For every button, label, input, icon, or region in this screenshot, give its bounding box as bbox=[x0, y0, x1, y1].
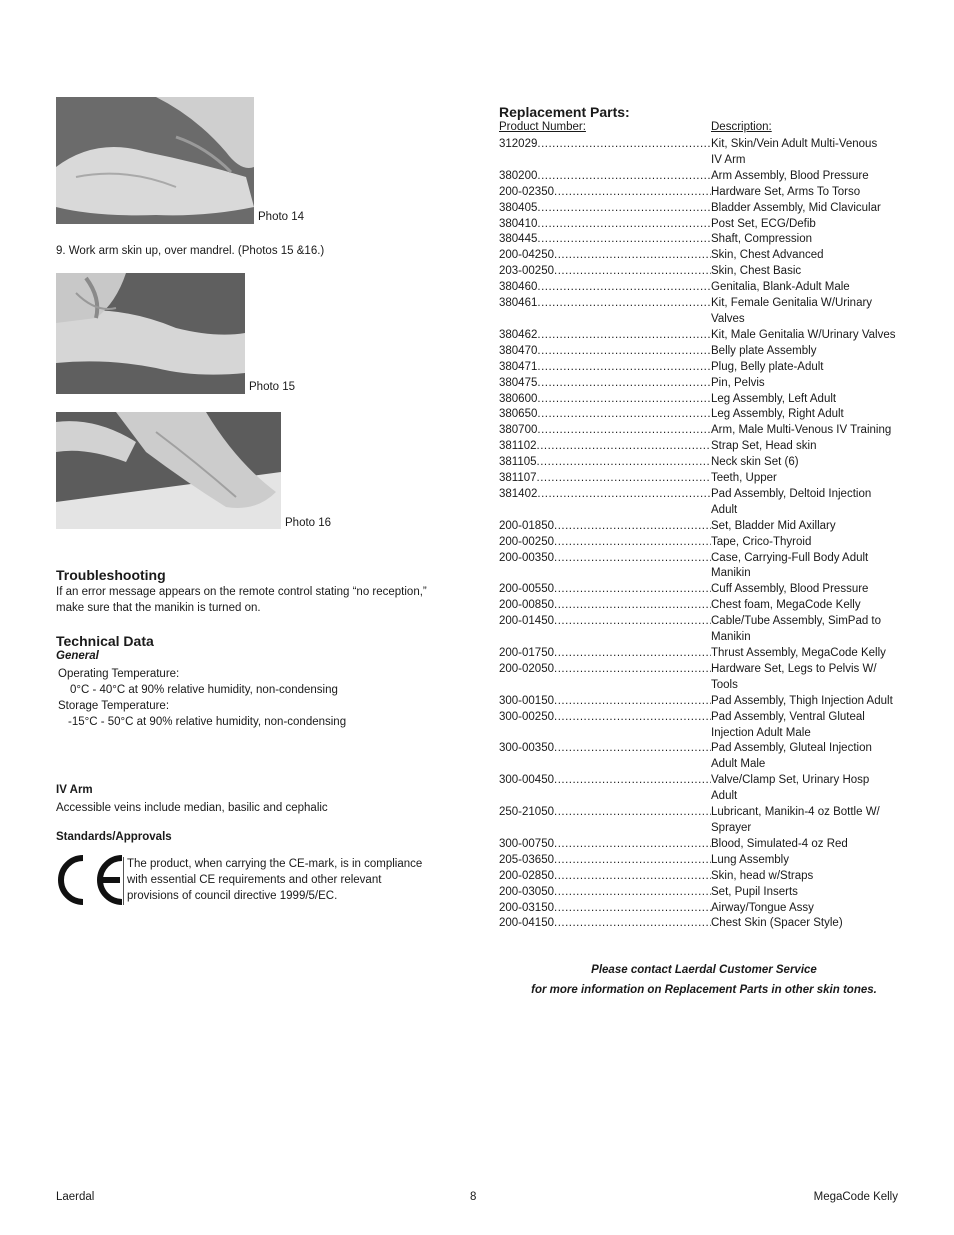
photo-16 bbox=[56, 412, 281, 529]
product-number: 200-00350 bbox=[499, 551, 554, 564]
parts-row bbox=[499, 296, 909, 328]
storage-temperature-label: Storage Temperature: bbox=[58, 700, 170, 712]
product-number-cell bbox=[499, 169, 711, 185]
product-number-cell bbox=[499, 185, 711, 201]
product-number-cell bbox=[499, 837, 711, 853]
parts-row bbox=[499, 519, 909, 535]
leader-dots bbox=[537, 392, 711, 408]
product-number: 300-00150 bbox=[499, 694, 554, 707]
step-9-text: 9. Work arm skin up, over mandrel. (Photos 15 &16.) bbox=[56, 245, 325, 257]
photo-14-caption: Photo 14 bbox=[258, 211, 305, 223]
product-number: 380445 bbox=[499, 233, 538, 246]
operating-temperature-label: Operating Temperature: bbox=[58, 668, 180, 680]
parts-row bbox=[499, 598, 909, 614]
product-number: 380475 bbox=[499, 376, 538, 389]
operating-temperature-value: 0°C - 40°C at 90% relative humidity, non-condensing bbox=[70, 684, 338, 696]
leader-dots bbox=[537, 296, 711, 328]
parts-row bbox=[499, 551, 909, 583]
parts-row bbox=[499, 232, 909, 248]
product-number: 380200 bbox=[499, 169, 538, 182]
product-number: 200-02850 bbox=[499, 869, 554, 882]
part-description: Thrust Assembly, MegaCode Kelly bbox=[711, 647, 886, 659]
parts-row bbox=[499, 901, 909, 917]
part-description: Pin, Pelvis bbox=[711, 376, 765, 389]
product-number: 300-00750 bbox=[499, 837, 554, 850]
leader-dots bbox=[537, 344, 711, 360]
part-description: Chest Skin (Spacer Style) bbox=[711, 917, 843, 930]
parts-row bbox=[499, 439, 909, 455]
product-number-cell bbox=[499, 901, 711, 917]
replacement-parts-heading: Replacement Parts: bbox=[499, 104, 630, 120]
product-number: 380405 bbox=[499, 201, 538, 214]
ce-mark-logo bbox=[56, 854, 126, 906]
product-number: 300-00450 bbox=[499, 774, 554, 787]
parts-row bbox=[499, 535, 909, 551]
parts-row bbox=[499, 376, 909, 392]
leader-dots bbox=[537, 471, 711, 487]
part-description: Skin, Chest Advanced bbox=[711, 249, 824, 262]
product-number-cell bbox=[499, 694, 711, 710]
part-description: Skin, head w/Straps bbox=[711, 869, 814, 882]
leader-dots bbox=[537, 217, 711, 233]
product-number: 200-03050 bbox=[499, 885, 554, 898]
leader-dots bbox=[554, 264, 711, 280]
product-number-cell bbox=[499, 455, 711, 471]
contact-note-line-2: for more information on Replacement Parts in other skin tones. bbox=[531, 984, 877, 996]
part-description: Post Set, ECG/Defib bbox=[711, 217, 816, 230]
leader-dots bbox=[554, 646, 711, 662]
part-description: Hardware Set, Legs to Pelvis W/ Tools bbox=[711, 662, 877, 691]
general-subheading: General bbox=[56, 650, 99, 662]
standards-text: The product, when carrying the CE-mark, is in compliance with essential CE requirements and other relevant provisions of council directive 1999/5/EC. bbox=[127, 858, 423, 902]
parts-row bbox=[499, 455, 909, 471]
leader-dots bbox=[537, 137, 711, 169]
leader-dots bbox=[554, 598, 711, 614]
leader-dots bbox=[554, 773, 711, 805]
product-number-cell bbox=[499, 535, 711, 551]
product-number-cell bbox=[499, 869, 711, 885]
part-description: Belly plate Assembly bbox=[711, 344, 817, 357]
leader-dots bbox=[537, 423, 711, 439]
product-number-cell bbox=[499, 741, 711, 773]
part-description: Leg Assembly, Left Adult bbox=[711, 392, 837, 405]
product-number-cell bbox=[499, 471, 711, 487]
photo-14 bbox=[56, 97, 254, 224]
product-number-cell bbox=[499, 280, 711, 296]
part-description: Kit, Female Genitalia W/Urinary Valves bbox=[711, 297, 873, 325]
part-description: Lung Assembly bbox=[711, 853, 789, 866]
parts-row bbox=[499, 217, 909, 233]
leader-dots bbox=[554, 853, 711, 869]
leader-dots bbox=[554, 869, 711, 885]
parts-row bbox=[499, 885, 909, 901]
photo-15-caption: Photo 15 bbox=[249, 381, 296, 393]
product-number-cell bbox=[499, 423, 711, 439]
standards-heading: Standards/Approvals bbox=[56, 831, 172, 843]
footer-page-number: 8 bbox=[470, 1191, 477, 1203]
product-number-cell bbox=[499, 582, 711, 598]
product-number: 200-04250 bbox=[499, 249, 554, 262]
part-description: Plug, Belly plate-Adult bbox=[711, 360, 824, 373]
product-number-cell bbox=[499, 885, 711, 901]
parts-row bbox=[499, 582, 909, 598]
product-number-cell bbox=[499, 773, 711, 805]
parts-row bbox=[499, 853, 909, 869]
product-number-cell bbox=[499, 916, 711, 932]
leader-dots bbox=[554, 885, 711, 901]
leader-dots bbox=[537, 201, 711, 217]
product-number: 381402 bbox=[499, 487, 538, 500]
product-number: 200-02050 bbox=[499, 662, 554, 675]
product-number: 200-01850 bbox=[499, 519, 554, 532]
parts-row bbox=[499, 407, 909, 423]
product-number: 200-03150 bbox=[499, 901, 554, 914]
description-column-header: Description: bbox=[711, 121, 772, 133]
part-description: Lubricant, Manikin-4 oz Bottle W/ Sprayer bbox=[711, 806, 880, 834]
parts-row bbox=[499, 423, 909, 439]
leader-dots bbox=[554, 901, 711, 917]
leader-dots bbox=[554, 582, 711, 598]
leader-dots bbox=[537, 376, 711, 392]
product-number: 381102 bbox=[499, 440, 537, 453]
parts-row bbox=[499, 392, 909, 408]
product-number-cell bbox=[499, 296, 711, 328]
leader-dots bbox=[537, 169, 711, 185]
part-description: Kit, Skin/Vein Adult Multi-Venous IV Arm bbox=[711, 138, 878, 166]
parts-row bbox=[499, 201, 909, 217]
troubleshooting-text: If an error message appears on the remote control stating “no reception,” make sure that the manikin is turned on. bbox=[56, 586, 427, 614]
part-description: Case, Carrying-Full Body Adult Manikin bbox=[711, 551, 869, 580]
part-description: Arm Assembly, Blood Pressure bbox=[711, 169, 869, 182]
product-number-cell bbox=[499, 805, 711, 837]
product-number: 380600 bbox=[499, 392, 538, 405]
leader-dots bbox=[554, 614, 711, 646]
iv-arm-text: Accessible veins include median, basilic and cephalic bbox=[56, 802, 328, 814]
leader-dots bbox=[537, 487, 711, 519]
part-description: Shaft, Compression bbox=[711, 233, 812, 246]
part-description: Cable/Tube Assembly, SimPad to Manikin bbox=[711, 615, 882, 644]
product-number: 200-00850 bbox=[499, 599, 554, 612]
part-description: Pad Assembly, Deltoid Injection Adult bbox=[711, 487, 872, 516]
leader-dots bbox=[554, 741, 711, 773]
product-number: 380410 bbox=[499, 217, 538, 230]
parts-row bbox=[499, 487, 909, 519]
product-number-cell bbox=[499, 598, 711, 614]
product-number: 300-00250 bbox=[499, 710, 554, 723]
leader-dots bbox=[554, 551, 711, 583]
product-number-cell bbox=[499, 201, 711, 217]
parts-table-header bbox=[499, 121, 909, 137]
leader-dots bbox=[537, 360, 711, 376]
parts-row bbox=[499, 710, 909, 742]
parts-row bbox=[499, 185, 909, 201]
part-description: Pad Assembly, Ventral Gluteal Injection Adult Male bbox=[711, 710, 865, 739]
part-description: Genitalia, Blank-Adult Male bbox=[711, 281, 850, 294]
product-number-cell bbox=[499, 662, 711, 694]
part-description: Skin, Chest Basic bbox=[711, 265, 802, 278]
part-description: Hardware Set, Arms To Torso bbox=[711, 185, 861, 198]
product-number: 200-01450 bbox=[499, 615, 554, 628]
parts-row bbox=[499, 344, 909, 360]
parts-row bbox=[499, 694, 909, 710]
leader-dots bbox=[537, 455, 711, 471]
leader-dots bbox=[554, 837, 711, 853]
product-number-cell bbox=[499, 392, 711, 408]
parts-row bbox=[499, 773, 909, 805]
troubleshooting-heading: Troubleshooting bbox=[56, 567, 166, 583]
leader-dots bbox=[554, 519, 711, 535]
product-number: 380700 bbox=[499, 424, 538, 437]
product-number-column-header: Product Number: bbox=[499, 121, 586, 133]
leader-dots bbox=[554, 805, 711, 837]
part-description: Bladder Assembly, Mid Clavicular bbox=[711, 201, 881, 214]
parts-row bbox=[499, 646, 909, 662]
leader-dots bbox=[537, 328, 711, 344]
technical-data-heading: Technical Data bbox=[56, 633, 154, 649]
parts-row bbox=[499, 741, 909, 773]
product-number-cell bbox=[499, 487, 711, 519]
part-description: Strap Set, Head skin bbox=[711, 440, 817, 453]
product-number: 380461 bbox=[499, 297, 538, 310]
product-number: 200-00550 bbox=[499, 583, 554, 596]
product-number-cell bbox=[499, 519, 711, 535]
parts-row bbox=[499, 471, 909, 487]
leader-dots bbox=[554, 694, 711, 710]
part-description: Leg Assembly, Right Adult bbox=[711, 408, 844, 421]
product-number: 380462 bbox=[499, 328, 538, 341]
storage-temperature-value: -15°C - 50°C at 90% relative humidity, non-condensing bbox=[68, 716, 347, 728]
part-description: Pad Assembly, Gluteal Injection Adult Male bbox=[711, 742, 872, 771]
product-number-cell bbox=[499, 376, 711, 392]
product-number: 380471 bbox=[499, 360, 538, 373]
parts-row bbox=[499, 805, 909, 837]
product-number: 300-00350 bbox=[499, 742, 554, 755]
product-number: 381107 bbox=[499, 472, 537, 485]
product-number: 250-21050 bbox=[499, 806, 554, 819]
leader-dots bbox=[537, 232, 711, 248]
product-number-cell bbox=[499, 344, 711, 360]
leader-dots bbox=[554, 662, 711, 694]
part-description: Set, Pupil Inserts bbox=[711, 885, 798, 898]
parts-row bbox=[499, 662, 909, 694]
parts-row bbox=[499, 328, 909, 344]
part-description: Chest foam, MegaCode Kelly bbox=[711, 599, 861, 612]
footer-product-name: MegaCode Kelly bbox=[813, 1191, 898, 1203]
ce-divider bbox=[123, 857, 124, 905]
contact-note-line-1: Please contact Laerdal Customer Service bbox=[591, 964, 817, 976]
product-number-cell bbox=[499, 551, 711, 583]
part-description: Airway/Tongue Assy bbox=[711, 901, 814, 914]
product-number-cell bbox=[499, 264, 711, 280]
footer-brand: Laerdal bbox=[56, 1191, 95, 1203]
product-number: 205-03650 bbox=[499, 853, 554, 866]
product-number-cell bbox=[499, 137, 711, 169]
parts-row bbox=[499, 137, 909, 169]
part-description: Blood, Simulated-4 oz Red bbox=[711, 837, 848, 850]
leader-dots bbox=[554, 916, 711, 932]
product-number-cell bbox=[499, 360, 711, 376]
leader-dots bbox=[554, 185, 711, 201]
leader-dots bbox=[554, 535, 711, 551]
leader-dots bbox=[554, 710, 711, 742]
part-description: Pad Assembly, Thigh Injection Adult bbox=[711, 694, 893, 707]
product-number-cell bbox=[499, 710, 711, 742]
product-number: 200-00250 bbox=[499, 535, 554, 548]
parts-row bbox=[499, 248, 909, 264]
product-number: 203-00250 bbox=[499, 265, 554, 278]
leader-dots bbox=[537, 407, 711, 423]
product-number: 380460 bbox=[499, 281, 538, 294]
parts-row bbox=[499, 869, 909, 885]
replacement-parts-list bbox=[499, 137, 909, 932]
parts-row bbox=[499, 916, 909, 932]
product-number-cell bbox=[499, 407, 711, 423]
part-description: Cuff Assembly, Blood Pressure bbox=[711, 583, 869, 596]
part-description: Neck skin Set (6) bbox=[711, 456, 799, 469]
leader-dots bbox=[554, 248, 711, 264]
product-number-cell bbox=[499, 439, 711, 455]
leader-dots bbox=[537, 280, 711, 296]
part-description: Valve/Clamp Set, Urinary Hosp Adult bbox=[711, 774, 870, 803]
parts-row bbox=[499, 169, 909, 185]
product-number: 200-04150 bbox=[499, 917, 554, 930]
product-number: 200-02350 bbox=[499, 185, 554, 198]
parts-row bbox=[499, 280, 909, 296]
product-number-cell bbox=[499, 328, 711, 344]
product-number-cell bbox=[499, 646, 711, 662]
part-description: Tape, Crico-Thyroid bbox=[711, 535, 812, 548]
leader-dots bbox=[537, 439, 711, 455]
photo-16-caption: Photo 16 bbox=[285, 517, 332, 529]
product-number: 381105 bbox=[499, 456, 537, 469]
parts-row bbox=[499, 614, 909, 646]
product-number-cell bbox=[499, 248, 711, 264]
parts-row bbox=[499, 264, 909, 280]
product-number: 380650 bbox=[499, 408, 538, 421]
product-number: 200-01750 bbox=[499, 647, 554, 659]
product-number-cell bbox=[499, 217, 711, 233]
photo-15 bbox=[56, 273, 245, 394]
product-number: 380470 bbox=[499, 344, 538, 357]
part-description: Arm, Male Multi-Venous IV Training bbox=[711, 424, 892, 437]
parts-row bbox=[499, 837, 909, 853]
part-description: Kit, Male Genitalia W/Urinary Valves bbox=[711, 328, 896, 341]
part-description: Set, Bladder Mid Axillary bbox=[711, 519, 836, 532]
parts-row bbox=[499, 360, 909, 376]
iv-arm-heading: IV Arm bbox=[56, 784, 93, 796]
part-description: Teeth, Upper bbox=[711, 472, 777, 485]
product-number: 312029 bbox=[499, 138, 538, 150]
product-number-cell bbox=[499, 614, 711, 646]
product-number-cell bbox=[499, 853, 711, 869]
product-number-cell bbox=[499, 232, 711, 248]
